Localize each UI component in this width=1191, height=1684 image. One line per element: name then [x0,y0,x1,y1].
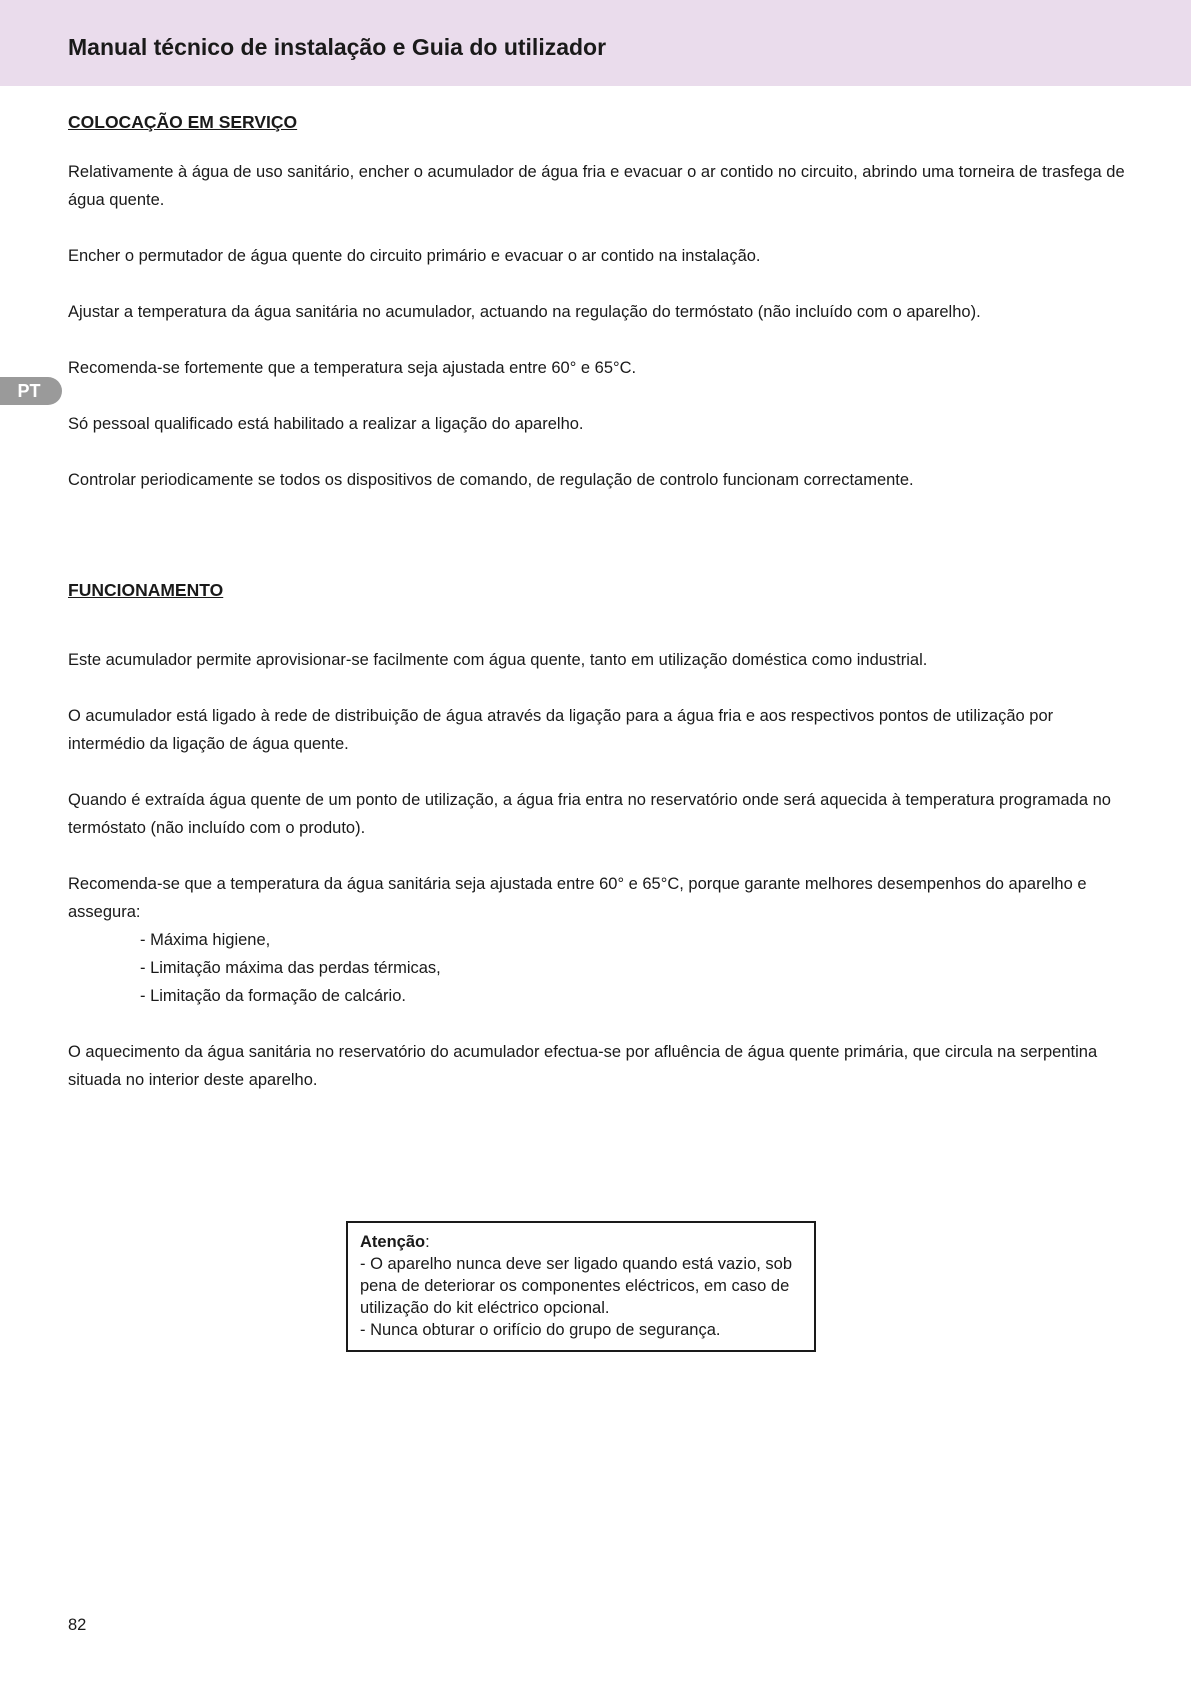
paragraph: Este acumulador permite aprovisionar-se facilmente com água quente, tanto em utilização doméstica como industrial. [68,651,928,669]
paragraph: Recomenda-se que a temperatura da água sanitária seja ajustada entre 60° e 65°C, porque garante melhores desempenhos do aparelho e assegura: [68,875,1087,921]
list-item: - Limitação da formação de calcário. [140,987,406,1005]
warning-box [346,1221,816,1352]
main-content [68,108,1130,1094]
warning-line: - O aparelho nunca deve ser ligado quando está vazio, sob pena de deteriorar os componentes eléctricos, em caso de utilização do kit eléctrico opcional. [360,1255,793,1317]
warning-colon: : [425,1233,430,1251]
warning-title: Atenção [360,1233,426,1251]
paragraph: Ajustar a temperatura da água sanitária no acumulador, actuando na regulação do termóstato (não incluído com o aparelho). [68,303,981,321]
paragraph: O aquecimento da água sanitária no reservatório do acumulador efectua-se por afluência de água quente primária, que circula na serpentina situada no interior deste aparelho. [68,1043,1098,1089]
list-item: - Máxima higiene, [140,931,271,949]
paragraph: Quando é extraída água quente de um ponto de utilização, a água fria entra no reservatório onde será aquecida à temperatura programada no termóstato (não incluído com o produto). [68,791,1111,837]
paragraph: Relativamente à água de uso sanitário, encher o acumulador de água fria e evacuar o ar contido no circuito, abrindo uma torneira de trasfega de água quente. [68,163,1125,209]
list-item: - Limitação máxima das perdas térmicas, [140,959,441,977]
paragraph: Só pessoal qualificado está habilitado a realizar a ligação do aparelho. [68,415,584,433]
section-title-funcionamento: FUNCIONAMENTO [68,580,224,600]
bullet-list [68,926,1130,1010]
page-number: 82 [68,1616,87,1634]
paragraph: Encher o permutador de água quente do circuito primário e evacuar o ar contido na instalação. [68,247,761,265]
paragraph: Recomenda-se fortemente que a temperatura seja ajustada entre 60° e 65°C. [68,359,637,377]
paragraph: O acumulador está ligado à rede de distribuição de água através da ligação para a água fria e aos respectivos pontos de utilização por intermédio da ligação de água quente. [68,707,1054,753]
paragraph: Controlar periodicamente se todos os dispositivos de comando, de regulação de controlo funcionam correctamente. [68,471,914,489]
warning-line: - Nunca obturar o orifício do grupo de segurança. [360,1321,721,1339]
section-title-colocacao: COLOCAÇÃO EM SERVIÇO [68,112,298,132]
document-title: Manual técnico de instalação e Guia do utilizador [68,34,607,60]
header-band [0,0,1191,86]
warning-heading [360,1231,802,1253]
language-tab: PT [0,377,62,405]
